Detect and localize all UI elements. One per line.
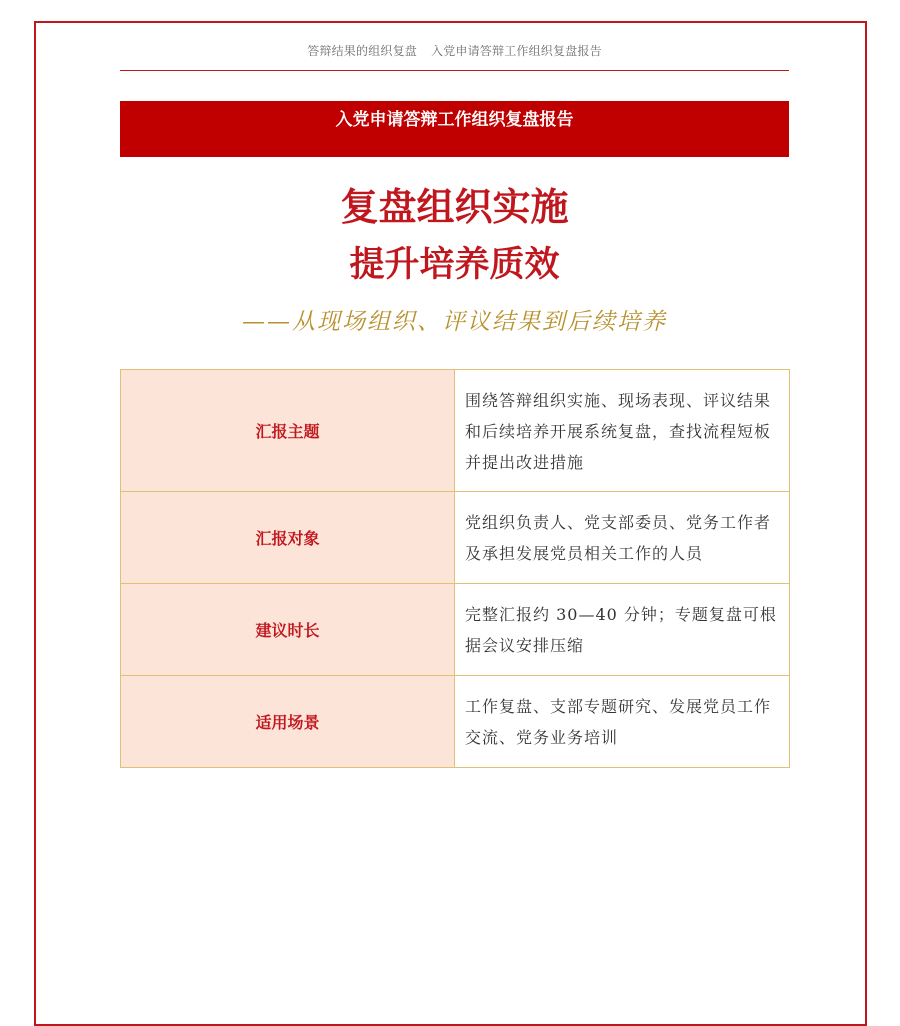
table-row-topic bbox=[121, 370, 790, 492]
table-row-audience bbox=[121, 492, 790, 584]
running-header-document: 入党申请答辩工作组织复盘报告 bbox=[431, 44, 602, 58]
row-value-audience: 党组织负责人、党支部委员、党务工作者及承担发展党员相关工作的人员 bbox=[455, 492, 790, 584]
row-label-topic: 汇报主题 bbox=[121, 370, 455, 492]
table-row-duration bbox=[121, 584, 790, 676]
row-value-scenarios: 工作复盘、支部专题研究、发展党员工作交流、党务业务培训 bbox=[455, 676, 790, 768]
row-label-duration: 建议时长 bbox=[121, 584, 455, 676]
row-label-audience: 汇报对象 bbox=[121, 492, 455, 584]
running-header-section: 答辩结果的组织复盘 bbox=[307, 44, 417, 58]
subtitle: ——从现场组织、评议结果到后续培养 bbox=[242, 309, 667, 335]
running-header bbox=[120, 42, 789, 59]
title-banner bbox=[120, 101, 789, 157]
header-divider bbox=[120, 70, 789, 71]
row-value-topic: 围绕答辩组织实施、现场表现、评议结果和后续培养开展系统复盘，查找流程短板并提出改进措施 bbox=[455, 370, 790, 492]
main-title-line-1: 复盘组织实施 bbox=[340, 185, 569, 229]
row-label-scenarios: 适用场景 bbox=[121, 676, 455, 768]
main-title-line-2: 提升培养质效 bbox=[349, 245, 560, 285]
banner-title: 入党申请答辩工作组织复盘报告 bbox=[335, 110, 574, 130]
row-value-duration: 完整汇报约 30—40 分钟；专题复盘可根据会议安排压缩 bbox=[455, 584, 790, 676]
info-table bbox=[120, 369, 790, 768]
table-row-scenarios bbox=[121, 676, 790, 768]
